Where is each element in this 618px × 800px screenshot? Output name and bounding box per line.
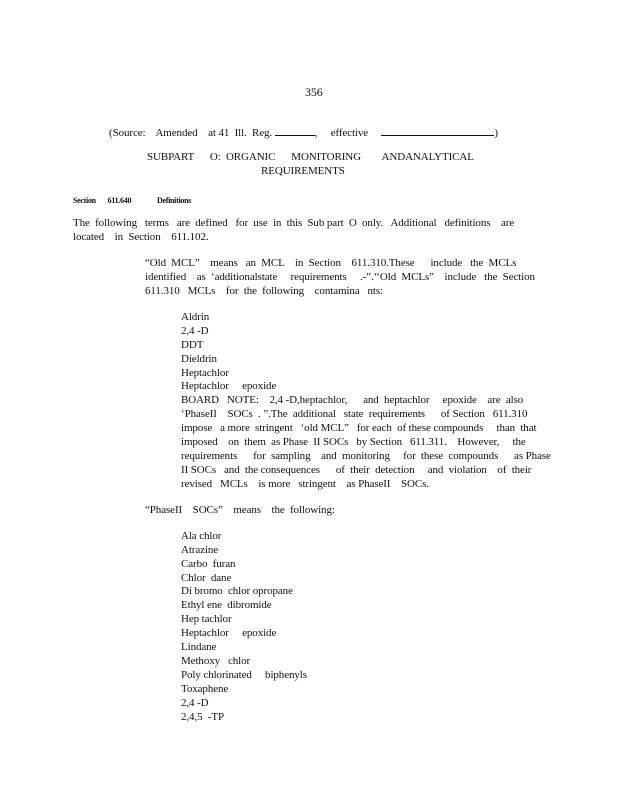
phase2-item: 2,4 -D bbox=[181, 697, 209, 709]
phase2-item: Carbo furan bbox=[181, 558, 236, 570]
phase2-item: Poly chlorinated biphenyls bbox=[181, 669, 307, 681]
phase2-item: Toxaphene bbox=[181, 683, 229, 695]
contaminant-item: DDT bbox=[181, 339, 204, 351]
intro-line: located in Section 611.102. bbox=[73, 231, 209, 243]
phase2-item: Heptachlor epoxide bbox=[181, 627, 277, 639]
subpart-heading-line1: SUBPART O: ORGANIC MONITORING ANDANALYTICAL bbox=[147, 151, 474, 163]
phase2-item: Lindane bbox=[181, 641, 217, 653]
contaminant-item: Dieldrin bbox=[181, 353, 217, 365]
source-note bbox=[109, 125, 498, 140]
phase2-item: Chlor dane bbox=[181, 572, 232, 584]
board-note-line: revised MCLs is more stringent as PhaseII SOCs. bbox=[181, 478, 429, 490]
source-sep: , bbox=[314, 127, 318, 139]
blank-line bbox=[381, 125, 494, 136]
contaminant-item: 2,4 -D bbox=[181, 325, 209, 337]
blank-line bbox=[275, 125, 315, 136]
board-note-line: II SOCs and the consequences of their detection and violation of their bbox=[181, 464, 532, 476]
old-mcl-def-line: identified as ‘additionalstate requirements .-”.‘‘Old MCLs” include the Section bbox=[145, 271, 535, 283]
board-note-line: ‘PhaseII SOCs . ”.The additional state requirements of Section 611.310 bbox=[181, 408, 528, 420]
contaminant-item: Aldrin bbox=[181, 311, 210, 323]
section-title: Definitions bbox=[157, 196, 192, 205]
board-note-line: BOARD NOTE: 2,4 -D,heptachlor, and heptachlor epoxide are also bbox=[181, 394, 524, 406]
phase2-item: Ala chlor bbox=[181, 530, 222, 542]
page-number: 356 bbox=[305, 85, 323, 99]
phase2-item: Hep tachlor bbox=[181, 613, 232, 625]
phase2-item: 2,4,5 -TP bbox=[181, 711, 225, 723]
board-note-line: requirements for sampling and monitoring for these compounds as Phase bbox=[181, 450, 551, 462]
phase2-item: Methoxy chlor bbox=[181, 655, 251, 667]
source-prefix: (Source: Amended at 41 Ill. Reg. bbox=[109, 127, 273, 139]
old-mcl-def-line: 611.310 MCLs for the following contamina nts: bbox=[145, 285, 384, 297]
subpart-heading-line2: REQUIREMENTS bbox=[261, 165, 345, 177]
phase2-item: Ethyl ene dibromide bbox=[181, 599, 272, 611]
old-mcl-def-line: “Old MCL” means an MCL in Section 611.310.These include the MCLs bbox=[145, 257, 517, 269]
section-number: Section 611.640 bbox=[73, 196, 132, 205]
phase2-def: “PhaseII SOCs” means the following: bbox=[145, 504, 335, 516]
contaminant-item: Heptachlor epoxide bbox=[181, 380, 277, 392]
intro-line: The following terms are defined for use in this Sub part O only. Additional definitions are bbox=[73, 217, 515, 229]
phase2-item: Di bromo chlor opropane bbox=[181, 585, 293, 597]
board-note-line: imposed on them as Phase II SOCs by Section 611.311. However, the bbox=[181, 436, 526, 448]
source-close: ) bbox=[494, 127, 498, 139]
contaminant-item: Heptachlor bbox=[181, 367, 229, 379]
source-effective: effective bbox=[330, 127, 369, 139]
phase2-item: Atrazine bbox=[181, 544, 219, 556]
board-note-line: impose a more stringent ‘old MCL” for each of these compounds than that bbox=[181, 422, 537, 434]
